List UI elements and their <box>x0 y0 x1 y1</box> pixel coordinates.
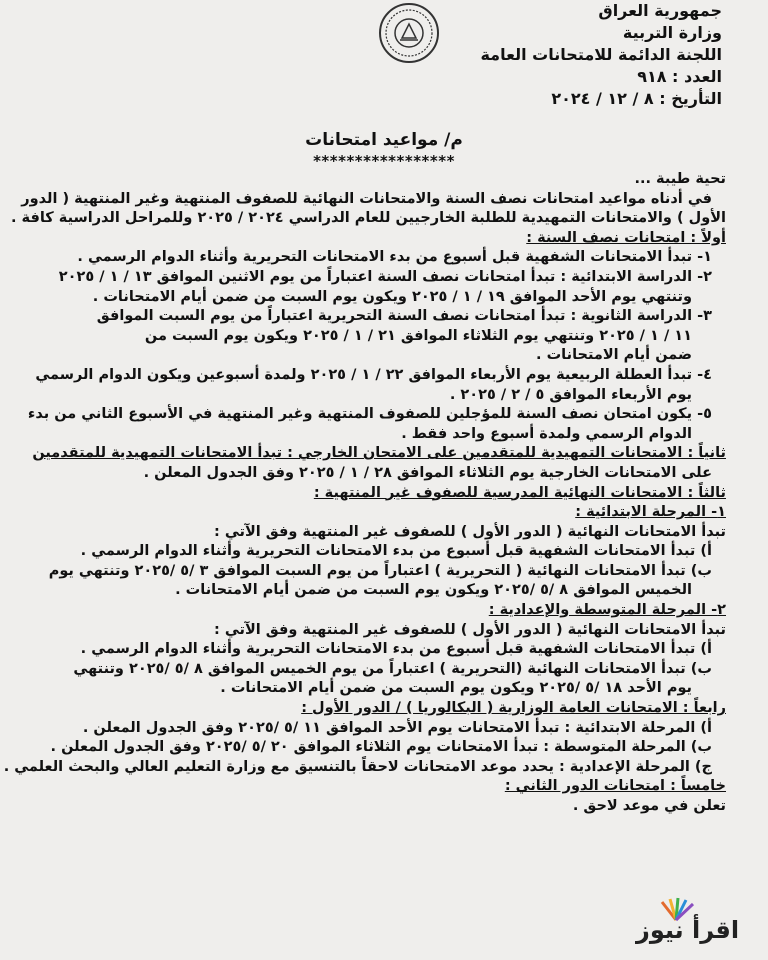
section-heading: أولاً : امتحانات نصف السنة : <box>526 229 726 246</box>
body-line: ب) المرحلة المتوسطة : تبدأ الامتحانات يوم الثلاثاء الموافق ٢٠ /٥ /٢٠٢٥ وفق الجدول المعلن . <box>50 739 712 756</box>
body-line: الدوام الرسمي ولمدة أسبوع واحد فقط . <box>401 425 692 442</box>
body-line: ٤- تبدأ العطلة الربيعية يوم الأربعاء الموافق ٢٢ / ١ / ٢٠٢٥ ولمدة أسبوعين ويكون الدوام الرسمي <box>35 366 712 383</box>
watermark-logo <box>636 898 756 954</box>
body-line: ضمن أيام الامتحانات . <box>536 347 692 364</box>
ministry-seal-icon <box>378 2 440 64</box>
body-line: الخميس الموافق ٨ /٥ /٢٠٢٥ ويكون يوم السبت من ضمن أيام الامتحانات . <box>175 582 692 599</box>
body-line: الأول ) والامتحانات التمهيدية للطلبة الخارجيين للعام الدراسي ٢٠٢٤ / ٢٠٢٥ وللمراحل الدراسية كافة . <box>11 210 726 227</box>
letterhead-country: جمهورية العراق <box>598 1 722 20</box>
letter-subject: م/ مواعيد امتحانات <box>305 130 463 150</box>
body-line: يوم الأربعاء الموافق ٥ / ٢ / ٢٠٢٥ . <box>449 386 692 403</box>
body-line: في أدناه مواعيد امتحانات نصف السنة والامتحانات النهائية للصفوف المنتهية وغير المنتهية ( الدور <box>21 190 712 207</box>
body-line: تبدأ الامتحانات النهائية ( الدور الأول ) للصفوف غير المنتهية وفق الآتي : <box>214 621 726 638</box>
section-heading: ثانياً : الامتحانات التمهيدية للمتقدمين على الامتحان الخارجي : تبدأ الامتحانات التمهيدية للمتقدمين <box>32 445 726 462</box>
subject-separator: ***************** <box>313 152 455 170</box>
body-line: ٣- الدراسة الثانوية : تبدأ امتحانات نصف السنة التحريرية اعتباراً من يوم السبت الموافق <box>96 308 712 325</box>
subsection-heading: ١- المرحلة الابتدائية : <box>575 504 726 521</box>
body-line: يوم الأحد ١٨ /٥ /٢٠٢٥ ويكون يوم السبت من ضمن أيام الامتحانات . <box>220 680 692 697</box>
body-line: ب) تبدأ الامتحانات النهائية (التحريرية ) اعتباراً من يوم الخميس الموافق ٨ /٥ /٢٠٢٥ وتنتهي <box>73 660 712 677</box>
section-heading: رابعاً : الامتحانات العامة الوزارية ( البكالوريا ) / الدور الأول : <box>301 700 726 717</box>
letterhead <box>402 0 722 110</box>
body-line: وتنتهي يوم الأحد الموافق ١٩ / ١ / ٢٠٢٥ ويكون يوم السبت من ضمن أيام الامتحانات . <box>92 288 692 305</box>
document-date: التأريخ : ٨ / ١٢ / ٢٠٢٤ <box>551 89 722 108</box>
letterhead-committee: اللجنة الدائمة للامتحانات العامة <box>480 45 722 64</box>
letter-body <box>3 170 726 817</box>
subsection-heading: ٢- المرحلة المتوسطة والإعدادية : <box>488 602 726 619</box>
body-line: ب) تبدأ الامتحانات النهائية ( التحريرية ) اعتباراً من يوم السبت الموافق ٣ /٥ /٢٠٢٥ وتنتهي يوم <box>48 562 712 579</box>
greeting: تحية طيبة ... <box>634 171 726 187</box>
document-number: العدد : ٩١٨ <box>637 67 722 86</box>
body-line: ١١ / ١ / ٢٠٢٥ وتنتهي يوم الثلاثاء الموافق ٢١ / ١ / ٢٠٢٥ ويكون يوم السبت من <box>144 327 692 344</box>
body-line: ٢- الدراسة الابتدائية : تبدأ امتحانات نصف السنة اعتباراً من يوم الاثنين الموافق ١٣ / ١ / ٢٠٢٥ <box>58 268 712 285</box>
body-line: ج) المرحلة الإعدادية : يحدد موعد الامتحانات لاحقاً بالتنسيق مع وزارة التعليم العالي والبحث العلمي . <box>3 758 712 775</box>
body-line: أ) تبدأ الامتحانات الشفهية قبل أسبوع من بدء الامتحانات التحريرية وأثناء الدوام الرسمي . <box>80 543 712 560</box>
body-line: أ) المرحلة الابتدائية : تبدأ الامتحانات يوم الأحد الموافق ١١ /٥ /٢٠٢٥ وفق الجدول المعلن . <box>82 719 712 736</box>
section-heading: خامساً : امتحانات الدور الثاني : <box>504 778 726 795</box>
section-heading: ثالثاً : الامتحانات النهائية المدرسية للصفوف غير المنتهية : <box>313 484 726 501</box>
watermark-text: اقرأ نيوز <box>636 916 740 944</box>
body-line: ١- تبدأ الامتحانات الشفهية قبل أسبوع من بدء الامتحانات التحريرية وأثناء الدوام الرسمي . <box>77 249 712 266</box>
letterhead-ministry: وزارة التربية <box>622 23 722 42</box>
body-line: على الامتحانات الخارجية يوم الثلاثاء الموافق ٢٨ / ١ / ٢٠٢٥ وفق الجدول المعلن . <box>143 464 712 481</box>
body-line: ٥- يكون امتحان نصف السنة للمؤجلين للصفوف المنتهية وغير المنتهية في الأسبوع الثاني من بدء <box>27 406 712 423</box>
body-line: تبدأ الامتحانات النهائية ( الدور الأول ) للصفوف غير المنتهية وفق الآتي : <box>214 523 726 540</box>
body-line: تعلن في موعد لاحق . <box>572 798 726 814</box>
body-line: أ) تبدأ الامتحانات الشفهية قبل أسبوع من بدء الامتحانات التحريرية وأثناء الدوام الرسمي . <box>80 641 712 658</box>
